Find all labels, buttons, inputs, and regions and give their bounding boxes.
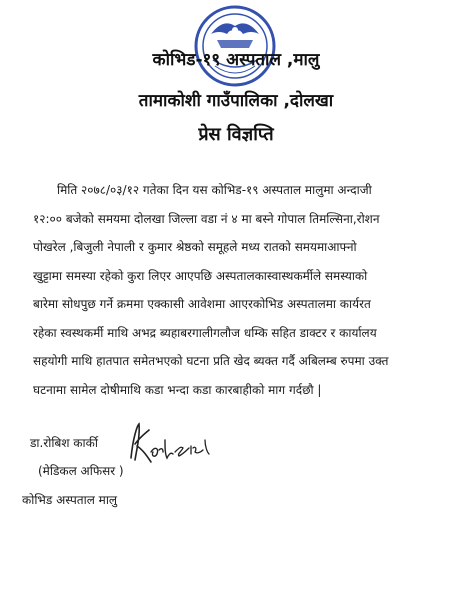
body-line: बारेमा सोधपुछ गर्ने क्रममा एक्कासी आवेशमा आएरकोभिड अस्पतालमा कार्यरत — [33, 297, 371, 311]
body-line: घटनामा सामेल दोषीमाथि कडा भन्दा कडा कारबाहीको माग गर्दछौ | — [33, 382, 322, 397]
body-line: रहेका स्वस्थकर्मी माथि अभद्र ब्यहाबरगालीगलौज धम्कि सहित डाक्टर र कार्यालय — [33, 325, 377, 340]
municipality-name: तामाकोशी गाउँपालिका ,दोलखा — [138, 91, 334, 111]
signature-graphic — [125, 418, 215, 468]
government-seal-icon — [193, 4, 277, 88]
body-line: खुट्टामा समस्या रहेको कुरा लिएर आएपछि अस्पतालकास्वास्थकर्मीले समस्याको — [33, 268, 368, 283]
press-release-body — [33, 176, 443, 404]
body-line: १२:०० बजेको समयमा दोलखा जिल्ला वडा नं ४ मा बस्ने गोपाल तिमल्सिना,रोशन — [33, 211, 380, 226]
body-line: सहयोगी माथि हातपात समेतभएको घटना प्रति खेद ब्यक्त गर्दै अबिलम्ब रुपमा उक्त — [33, 354, 389, 368]
body-line: पोखरेल ,बिजुली नेपाली र कुमार श्रेष्ठको समूहले मध्य रातको समयमाआफ्नो — [33, 240, 357, 254]
hospital-name: कोभिड-१९ अस्पताल ,मालु — [152, 50, 320, 70]
body-line: मिति २०७८/०३/१२ गतेका दिन यस कोभिड-१९ अस्पताल मालुमा अन्दाजी — [57, 183, 372, 197]
signer-organization: कोभिड अस्पताल मालु — [22, 493, 118, 507]
seal-graphic — [193, 4, 277, 88]
signer-name: डा.रोबिश कार्की — [30, 436, 98, 450]
document-title: प्रेस विज्ञप्ति — [198, 124, 274, 145]
signer-role: (मेडिकल अफिसर ) — [38, 464, 124, 478]
handwritten-signature-icon — [125, 418, 215, 468]
